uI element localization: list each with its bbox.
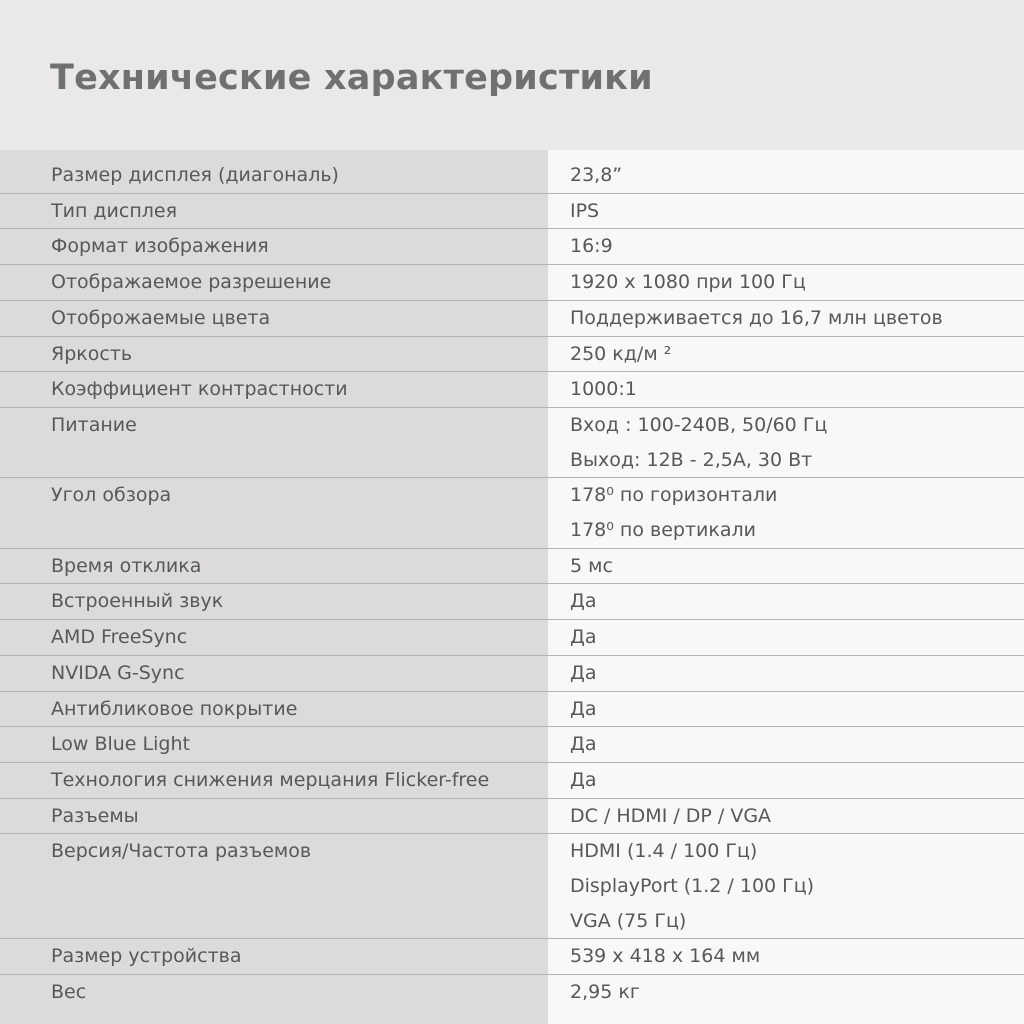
spec-value: 1920 x 1080 при 100 Гц bbox=[570, 271, 806, 294]
spec-values bbox=[570, 301, 1024, 336]
spec-label: Размер дисплея (диагональ) bbox=[51, 164, 339, 186]
spec-row bbox=[0, 834, 1024, 939]
spec-label: Отображаемое разрешение bbox=[51, 271, 332, 294]
spec-label: Отоброжаемые цвета bbox=[51, 306, 271, 329]
header-band bbox=[0, 0, 1024, 150]
spec-value: Выход: 12В - 2,5А, 30 Вт bbox=[570, 448, 813, 471]
spec-row bbox=[0, 478, 1024, 548]
spec-label: Питание bbox=[51, 413, 137, 436]
spec-value: 23,8” bbox=[570, 164, 623, 186]
spec-values bbox=[570, 265, 1024, 300]
spec-row bbox=[0, 620, 1024, 656]
spec-values bbox=[570, 656, 1024, 691]
spec-values bbox=[570, 549, 1024, 584]
spec-value: DisplayPort (1.2 / 100 Гц) bbox=[570, 875, 815, 898]
spec-value: VGA (75 Гц) bbox=[570, 909, 687, 932]
spec-values bbox=[570, 194, 1024, 229]
spec-value: Поддерживается до 16,7 млн цветов bbox=[570, 306, 943, 329]
spec-values bbox=[570, 158, 1024, 193]
spec-value: Да bbox=[570, 768, 597, 791]
spec-value: 178⁰ по горизонтали bbox=[570, 484, 778, 507]
spec-row bbox=[0, 939, 1024, 975]
spec-row bbox=[0, 692, 1024, 728]
spec-row bbox=[0, 265, 1024, 301]
spec-row bbox=[0, 656, 1024, 692]
spec-value: Да bbox=[570, 626, 597, 649]
specs-table bbox=[0, 158, 1024, 1010]
spec-row bbox=[0, 301, 1024, 337]
spec-value: 178⁰ по вертикали bbox=[570, 519, 756, 542]
spec-row bbox=[0, 158, 1024, 194]
spec-values bbox=[570, 763, 1024, 798]
spec-values bbox=[570, 408, 1024, 477]
spec-values bbox=[570, 799, 1024, 834]
spec-label: Low Blue Light bbox=[51, 733, 190, 756]
spec-values bbox=[570, 939, 1024, 974]
spec-row bbox=[0, 763, 1024, 799]
spec-value: 2,95 кг bbox=[570, 981, 640, 1004]
spec-label: Версия/Частота разъемов bbox=[51, 840, 312, 863]
spec-label: Размер устройства bbox=[51, 945, 242, 968]
spec-value: Да bbox=[570, 733, 597, 756]
spec-values bbox=[570, 372, 1024, 407]
spec-values bbox=[570, 584, 1024, 619]
spec-label: Тип дисплея bbox=[51, 199, 178, 222]
spec-row bbox=[0, 408, 1024, 478]
spec-values bbox=[570, 229, 1024, 264]
spec-value: 1000:1 bbox=[570, 378, 637, 401]
spec-label: Вес bbox=[51, 981, 87, 1004]
spec-label: Коэффициент контрастности bbox=[51, 378, 348, 401]
spec-values bbox=[570, 727, 1024, 762]
spec-label: Технология снижения мерцания Flicker-free bbox=[51, 768, 490, 791]
spec-value: 16:9 bbox=[570, 235, 613, 258]
spec-row bbox=[0, 372, 1024, 408]
spec-value: 5 мс bbox=[570, 554, 613, 577]
spec-value: 250 кд/м ² bbox=[570, 342, 672, 365]
spec-value: Вход : 100-240В, 50/60 Гц bbox=[570, 413, 828, 436]
spec-values bbox=[570, 337, 1024, 372]
spec-row bbox=[0, 584, 1024, 620]
spec-row bbox=[0, 727, 1024, 763]
spec-row bbox=[0, 549, 1024, 585]
spec-label: Время отклика bbox=[51, 554, 202, 577]
spec-value: Да bbox=[570, 590, 597, 613]
spec-value: 539 x 418 x 164 мм bbox=[570, 945, 761, 968]
spec-label: Разъемы bbox=[51, 804, 139, 827]
spec-label: Встроенный звук bbox=[51, 590, 224, 613]
spec-row bbox=[0, 337, 1024, 373]
spec-values bbox=[570, 975, 1024, 1010]
spec-value: Да bbox=[570, 697, 597, 720]
spec-row bbox=[0, 799, 1024, 835]
spec-label: Формат изображения bbox=[51, 235, 269, 258]
spec-value: HDMI (1.4 / 100 Гц) bbox=[570, 840, 758, 863]
spec-values bbox=[570, 620, 1024, 655]
spec-row bbox=[0, 194, 1024, 230]
spec-value: IPS bbox=[570, 199, 600, 222]
spec-label: AMD FreeSync bbox=[51, 626, 188, 649]
spec-label: Яркость bbox=[51, 342, 133, 365]
spec-values bbox=[570, 834, 1024, 938]
spec-value: Да bbox=[570, 661, 597, 684]
spec-values bbox=[570, 478, 1024, 547]
spec-row bbox=[0, 229, 1024, 265]
spec-value: DC / HDMI / DP / VGA bbox=[570, 804, 772, 827]
spec-label: NVIDA G-Sync bbox=[51, 661, 185, 684]
page-title: Технические характеристики bbox=[50, 58, 653, 98]
spec-values bbox=[570, 692, 1024, 727]
spec-label: Угол обзора bbox=[51, 484, 172, 507]
spec-row bbox=[0, 975, 1024, 1010]
spec-label: Антибликовое покрытие bbox=[51, 697, 298, 720]
